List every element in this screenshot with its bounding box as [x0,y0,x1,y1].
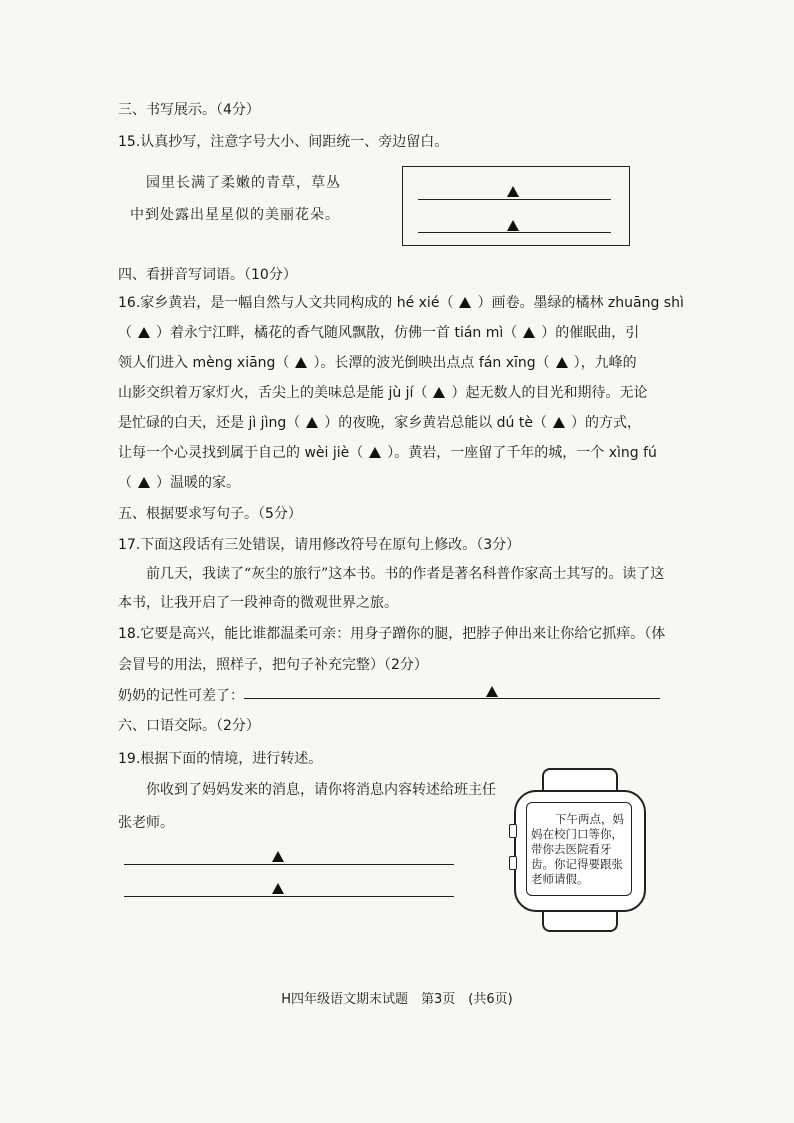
page-footer: H四年级语文期末试题 第3页 (共6页) [281,992,513,1007]
answer-marker-icon [486,686,498,697]
q16-text: ）的催眠曲，引 [541,325,640,341]
answer-marker-icon [507,186,519,197]
watch-message-line-2: 妈在校门口等你， [531,827,623,841]
answer-blank-du-te[interactable] [553,417,565,428]
answer-blank-fan-xing[interactable] [556,357,568,368]
watch-message-line-4: 齿。你记得要跟张 [531,857,623,871]
q16-text: ）画卷。墨绿的橘林 zhuāng shì [477,295,684,311]
question-18-answer-line[interactable] [244,698,660,699]
watch-message-line-1: 下午两点，妈 [555,812,624,826]
question-16-line-1 [118,294,684,312]
question-17: 17.下面这段话有三处错误，请用修改符号在原句上修改。（3分） [118,537,521,553]
answer-blank-zhuang-shi[interactable] [138,327,150,338]
q16-text: ）起无数人的目光和期待。无论 [451,385,648,401]
question-16-line-7 [118,474,240,492]
question-19-answer-line-1[interactable] [124,864,454,865]
watch-message-line-3: 带你去医院看牙 [531,842,612,856]
q16-text: ），九峰的 [573,355,637,371]
copy-text-line-2: 中到处露出星星似的美丽花朵。 [130,207,340,223]
copy-answer-box[interactable] [402,166,630,246]
watch-button [509,856,517,870]
copy-answer-line-2[interactable] [418,232,611,233]
question-15: 15.认真抄写，注意字号大小、间距统一、旁边留白。 [118,134,449,150]
answer-blank-ji-jing[interactable] [306,417,318,428]
q16-text: （ [118,325,132,341]
question-18-line-1: 18.它要是高兴，能比谁都温柔可亲：用身子蹭你的腿，把脖子伸出来让你给它抓痒。（体 [118,626,666,642]
answer-blank-meng-xiang[interactable] [295,357,307,368]
watch-message-line-5: 老师请假。 [531,872,589,886]
q16-text: ）着永宁江畔，橘花的香气随风飘散，仿佛一首 tián mì（ [156,325,518,341]
q16-text: ）的夜晚，家乡黄岩总能以 dú tè（ [324,415,547,431]
q16-text: ）的方式， [570,415,641,431]
question-16-line-5 [118,414,641,432]
q16-text: （ [118,475,132,491]
question-18-line-2: 会冒号的用法，照样子，把句子补充完整）（2分） [118,657,428,673]
question-16-line-2 [118,324,639,342]
section-5-heading: 五、根据要求写句子。（5分） [118,506,302,522]
scenario-line-2: 张老师。 [118,815,174,831]
question-16-line-3 [118,354,637,372]
question-16-line-6 [118,444,657,462]
question-17-passage-line-2: 本书，让我开启了一段神奇的微观世界之旅。 [118,595,398,611]
q16-text: 山影交织着万家灯火，舌尖上的美味总是能 jù jí（ [118,385,428,401]
section-3-heading: 三、书写展示。（4分） [118,102,260,118]
q16-text: ）温暖的家。 [156,475,240,491]
answer-blank-ju-ji[interactable] [433,387,445,398]
section-4-heading: 四、看拼音写词语。（10分） [118,267,297,283]
q16-text: ）。黄岩，一座留了千年的城，一个 xìng fú [387,445,657,461]
answer-blank-xing-fu[interactable] [138,477,150,488]
q16-text: 16.家乡黄岩，是一幅自然与人文共同构成的 hé xié（ [118,295,454,311]
copy-answer-line-1[interactable] [418,199,611,200]
watch-button [509,824,517,838]
question-19-answer-line-2[interactable] [124,896,454,897]
q16-text: ）。长潭的波光倒映出点点 fán xīng（ [313,355,550,371]
answer-marker-icon [507,220,519,231]
answer-blank-wei-jie[interactable] [369,447,381,458]
question-17-passage-line-1: 前几天，我读了“灰尘的旅行”这本书。书的作者是著名科普作家高士其写的。读了这 [146,566,665,582]
answer-blank-tian-mi[interactable] [523,327,535,338]
answer-blank-he-xie[interactable] [459,297,471,308]
answer-marker-icon [272,851,284,862]
question-18-prompt: 奶奶的记性可差了： [118,688,244,704]
section-6-heading: 六、口语交际。（2分） [118,718,260,734]
q16-text: 是忙碌的白天，还是 jì jìng（ [118,415,301,431]
copy-text-line-1: 园里长满了柔嫩的青草，草丛 [146,175,341,191]
q16-text: 领人们进入 mèng xiāng（ [118,355,290,371]
q16-text: 让每一个心灵找到属于自己的 wèi jiè（ [118,445,364,461]
question-16-line-4 [118,384,647,402]
question-19: 19.根据下面的情境，进行转述。 [118,751,323,767]
scenario-line-1: 你收到了妈妈发来的消息，请你将消息内容转述给班主任 [146,782,496,798]
answer-marker-icon [272,883,284,894]
